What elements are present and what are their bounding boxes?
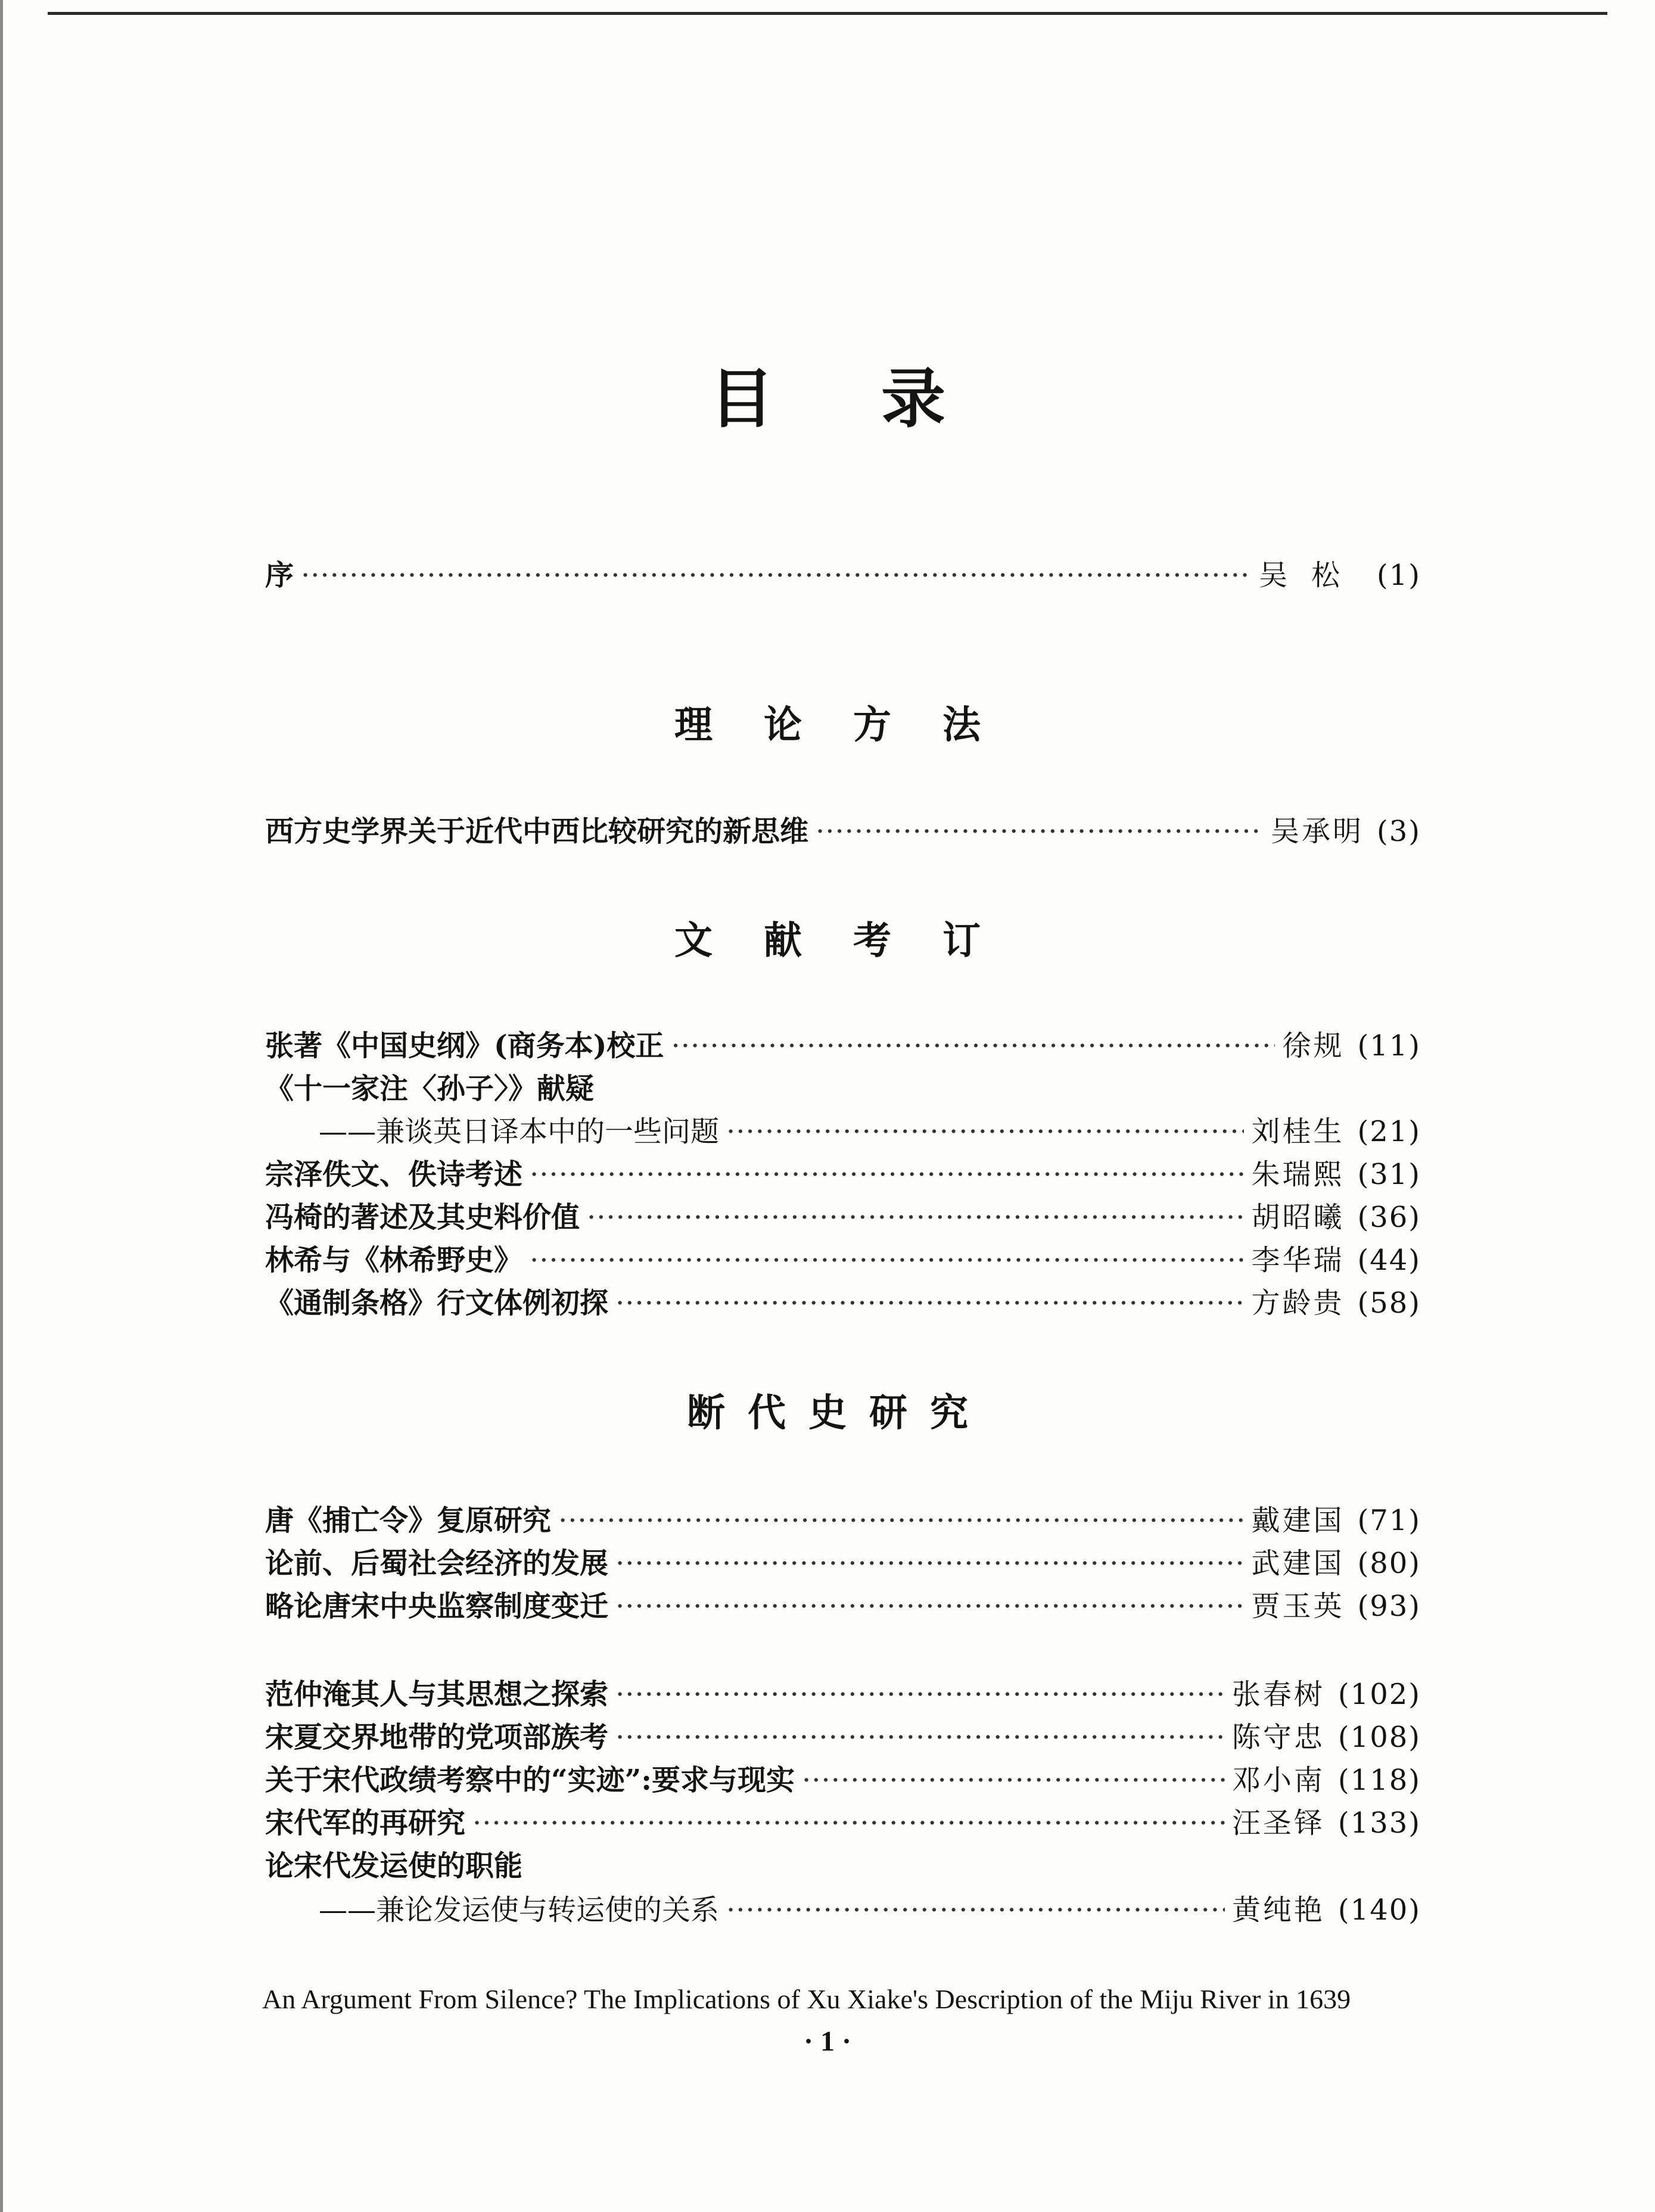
- dot-leader: [802, 1762, 1225, 1799]
- toc-entry[interactable]: [265, 1588, 1421, 1625]
- toc-page: (44): [1357, 1244, 1421, 1277]
- toc-entry[interactable]: [265, 1242, 1421, 1279]
- toc-title: 关于宋代政绩考察中的“实迹”:要求与现实: [265, 1764, 795, 1797]
- toc-title: 论宋代发运使的职能: [265, 1849, 523, 1883]
- toc-page: (80): [1357, 1547, 1421, 1580]
- toc-entry[interactable]: [265, 1805, 1421, 1842]
- toc-entry[interactable]: [265, 1199, 1421, 1236]
- toc-subtitle: ——兼论发运使与转运使的关系: [319, 1893, 720, 1927]
- toc-page: (140): [1337, 1893, 1421, 1927]
- toc-page: (108): [1337, 1721, 1421, 1754]
- toc-page: (36): [1357, 1201, 1421, 1234]
- toc-title: 《十一家注〈孙子〉》献疑: [265, 1072, 595, 1105]
- toc-page: (133): [1337, 1806, 1421, 1840]
- dot-leader: [726, 1892, 1225, 1929]
- dot-leader: [530, 1156, 1244, 1193]
- dot-leader: [615, 1676, 1225, 1713]
- toc-page: (3): [1377, 815, 1421, 848]
- english-title-line: An Argument From Silence? The Implications of Xu Xiake's Description of the Miju River in 1639: [262, 1984, 1351, 2014]
- toc-author: 胡昭曦: [1251, 1201, 1345, 1234]
- dot-leader: [615, 1545, 1244, 1582]
- toc-entry[interactable]: [265, 1156, 1421, 1193]
- toc-page: (1): [1377, 559, 1421, 592]
- toc-title: 冯椅的著述及其史料价值: [265, 1201, 580, 1234]
- section-heading-textual-study: 文献考订: [674, 918, 1032, 963]
- section-heading-theory: 理论方法: [674, 703, 1032, 747]
- toc-page: (71): [1357, 1504, 1421, 1537]
- toc-title: 唐《捕亡令》复原研究: [265, 1504, 552, 1537]
- toc-title: 《通制条格》行文体例初探: [265, 1286, 609, 1320]
- toc-author: 朱瑞熙: [1251, 1158, 1345, 1191]
- toc-author: 黄纯艳: [1231, 1893, 1325, 1927]
- toc-author: 吴承明: [1270, 815, 1364, 848]
- toc-title: 论前、后蜀社会经济的发展: [265, 1547, 609, 1580]
- scan-left-edge: [0, 0, 3, 2212]
- toc-entry-title-line[interactable]: [265, 1848, 1421, 1884]
- toc-title: 张著《中国史纲》(商务本)校正: [265, 1029, 664, 1063]
- toc-title: 序: [265, 559, 294, 592]
- toc-page: (11): [1357, 1029, 1421, 1063]
- dot-leader: [558, 1502, 1244, 1539]
- dot-leader: [671, 1027, 1275, 1064]
- toc-entry[interactable]: [265, 1502, 1421, 1539]
- toc-author: 李华瑞: [1251, 1244, 1345, 1277]
- section-heading-dynastic-history: 断代史研究: [687, 1391, 991, 1435]
- toc-entry-subtitle-line[interactable]: [265, 1892, 1421, 1929]
- toc-title: 宗泽佚文、佚诗考述: [265, 1158, 523, 1191]
- toc-title: 宋代军的再研究: [265, 1806, 466, 1840]
- toc-entry-subtitle-line[interactable]: [265, 1113, 1421, 1150]
- toc-title: 范仲淹其人与其思想之探索: [265, 1678, 609, 1711]
- toc-entry[interactable]: [265, 1676, 1421, 1713]
- dot-leader: [587, 1199, 1244, 1236]
- toc-entry[interactable]: [265, 1545, 1421, 1582]
- dot-leader: [530, 1242, 1244, 1279]
- toc-entry[interactable]: [265, 813, 1421, 850]
- page-number: · 1 ·: [803, 2026, 851, 2057]
- toc-entry-title-line[interactable]: [265, 1070, 1421, 1107]
- toc-author: 徐规: [1282, 1029, 1345, 1063]
- toc-author: 陈守忠: [1231, 1721, 1325, 1754]
- toc-author: 张春树: [1231, 1678, 1325, 1711]
- toc-author: 武建国: [1251, 1547, 1345, 1580]
- toc-author: 汪圣铎: [1231, 1806, 1325, 1840]
- dot-leader: [301, 557, 1252, 594]
- toc-page: (58): [1357, 1286, 1421, 1320]
- page-title: 目录: [709, 362, 1053, 437]
- toc-title: 西方史学界关于近代中西比较研究的新思维: [265, 815, 809, 848]
- toc-entry-preface[interactable]: [265, 557, 1421, 594]
- toc-entry[interactable]: [265, 1027, 1421, 1064]
- top-rule: [48, 12, 1607, 15]
- toc-page: (118): [1337, 1764, 1421, 1797]
- toc-author: 邓小南: [1231, 1764, 1325, 1797]
- dot-leader: [615, 1285, 1244, 1322]
- toc-page: (93): [1357, 1590, 1421, 1623]
- dot-leader: [726, 1113, 1244, 1150]
- toc-page: (21): [1357, 1115, 1421, 1148]
- dot-leader: [816, 813, 1264, 850]
- toc-author: 方龄贵: [1251, 1286, 1345, 1320]
- toc-title: 林希与《林希野史》: [265, 1244, 523, 1277]
- dot-leader: [615, 1719, 1225, 1756]
- toc-title: 宋夏交界地带的党项部族考: [265, 1721, 609, 1754]
- dot-leader: [472, 1805, 1225, 1842]
- toc-author: 戴建国: [1251, 1504, 1345, 1537]
- toc-title: 略论唐宋中央监察制度变迁: [265, 1590, 609, 1623]
- toc-author: 贾玉英: [1251, 1590, 1345, 1623]
- toc-author: 吴松: [1258, 559, 1364, 592]
- toc-entry[interactable]: [265, 1762, 1421, 1799]
- toc-page: (102): [1337, 1678, 1421, 1711]
- toc-subtitle: ——兼谈英日译本中的一些问题: [319, 1115, 720, 1148]
- toc-entry[interactable]: [265, 1719, 1421, 1756]
- toc-author: 刘桂生: [1251, 1115, 1345, 1148]
- toc-entry[interactable]: [265, 1285, 1421, 1322]
- dot-leader: [615, 1588, 1244, 1625]
- toc-page: (31): [1357, 1158, 1421, 1191]
